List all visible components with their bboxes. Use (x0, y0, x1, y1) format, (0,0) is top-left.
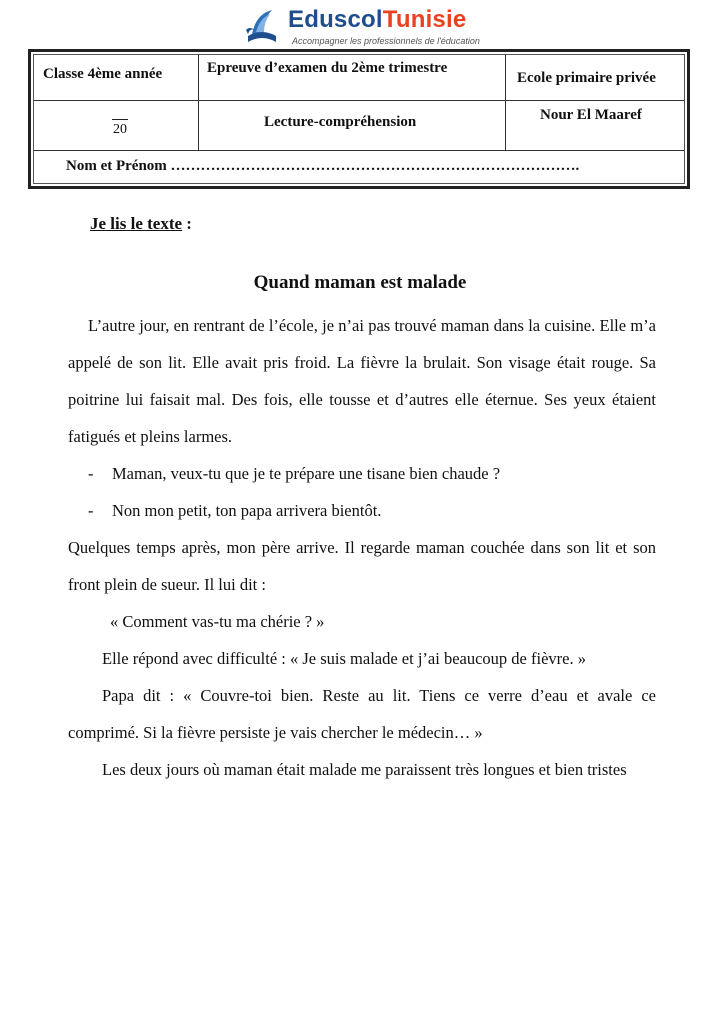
score-denominator: 20 (113, 122, 127, 137)
school-name: Nour El Maaref (540, 107, 642, 123)
subject-label: Lecture-compréhension (264, 114, 417, 130)
dialog-line: - Non mon petit, ton papa arrivera bientôt. (68, 492, 656, 529)
dialog-text: Non mon petit, ton papa arrivera bientôt. (112, 501, 382, 520)
dialog-text: Maman, veux-tu que je te prépare une tisane bien chaude ? (112, 464, 501, 483)
eduscol-logo (238, 4, 518, 48)
story-text (68, 307, 656, 788)
name-field[interactable]: Nom et Prénom ………………………………………………………………………. (66, 158, 580, 174)
story-paragraph: L’autre jour, en rentrant de l’école, je n’ai pas trouvé maman dans la cuisine. Elle m’a appelé de son lit. Elle avait pris froid. La fièvre la brulait. Son visage était rouge. Sa poitrine lui faisait mal. Des fois, elle tousse et d’autres elle éternue. Ses yeux étaient fatigués et pleins larmes. (68, 316, 656, 446)
logo-tagline: Accompagner les professionnels de l'éducation (292, 36, 480, 46)
logo-wordmark: EduscolTunisie (288, 6, 467, 33)
story-title: Quand maman est malade (253, 272, 467, 293)
story-paragraph: Papa dit : « Couvre-toi bien. Reste au lit. Tiens ce verre d’eau et avale ce comprimé. Si la fièvre persiste je vais chercher le médecin… » (68, 686, 656, 742)
school-type: Ecole primaire privée (517, 70, 656, 86)
story-paragraph: Les deux jours où maman était malade me paraissent très longues et bien tristes (102, 760, 627, 779)
exam-header-table (28, 49, 690, 189)
section-heading: Je lis le texte : (90, 214, 192, 233)
story-paragraph: Elle répond avec difficulté : « Je suis malade et j’ai beaucoup de fièvre. » (102, 649, 586, 668)
story-paragraph: Quelques temps après, mon père arrive. Il regarde maman couchée dans son lit et son front plein de sueur. Il lui dit : (68, 538, 656, 594)
class-label: Classe 4ème année (43, 66, 163, 82)
book-feather-logo-icon (242, 6, 282, 46)
story-quote: « Comment vas-tu ma chérie ? » (110, 612, 325, 631)
dialog-line: - Maman, veux-tu que je te prépare une tisane bien chaude ? (68, 455, 656, 492)
exam-label: Epreuve d’examen du 2ème trimestre (207, 60, 448, 76)
score-field (105, 119, 135, 138)
